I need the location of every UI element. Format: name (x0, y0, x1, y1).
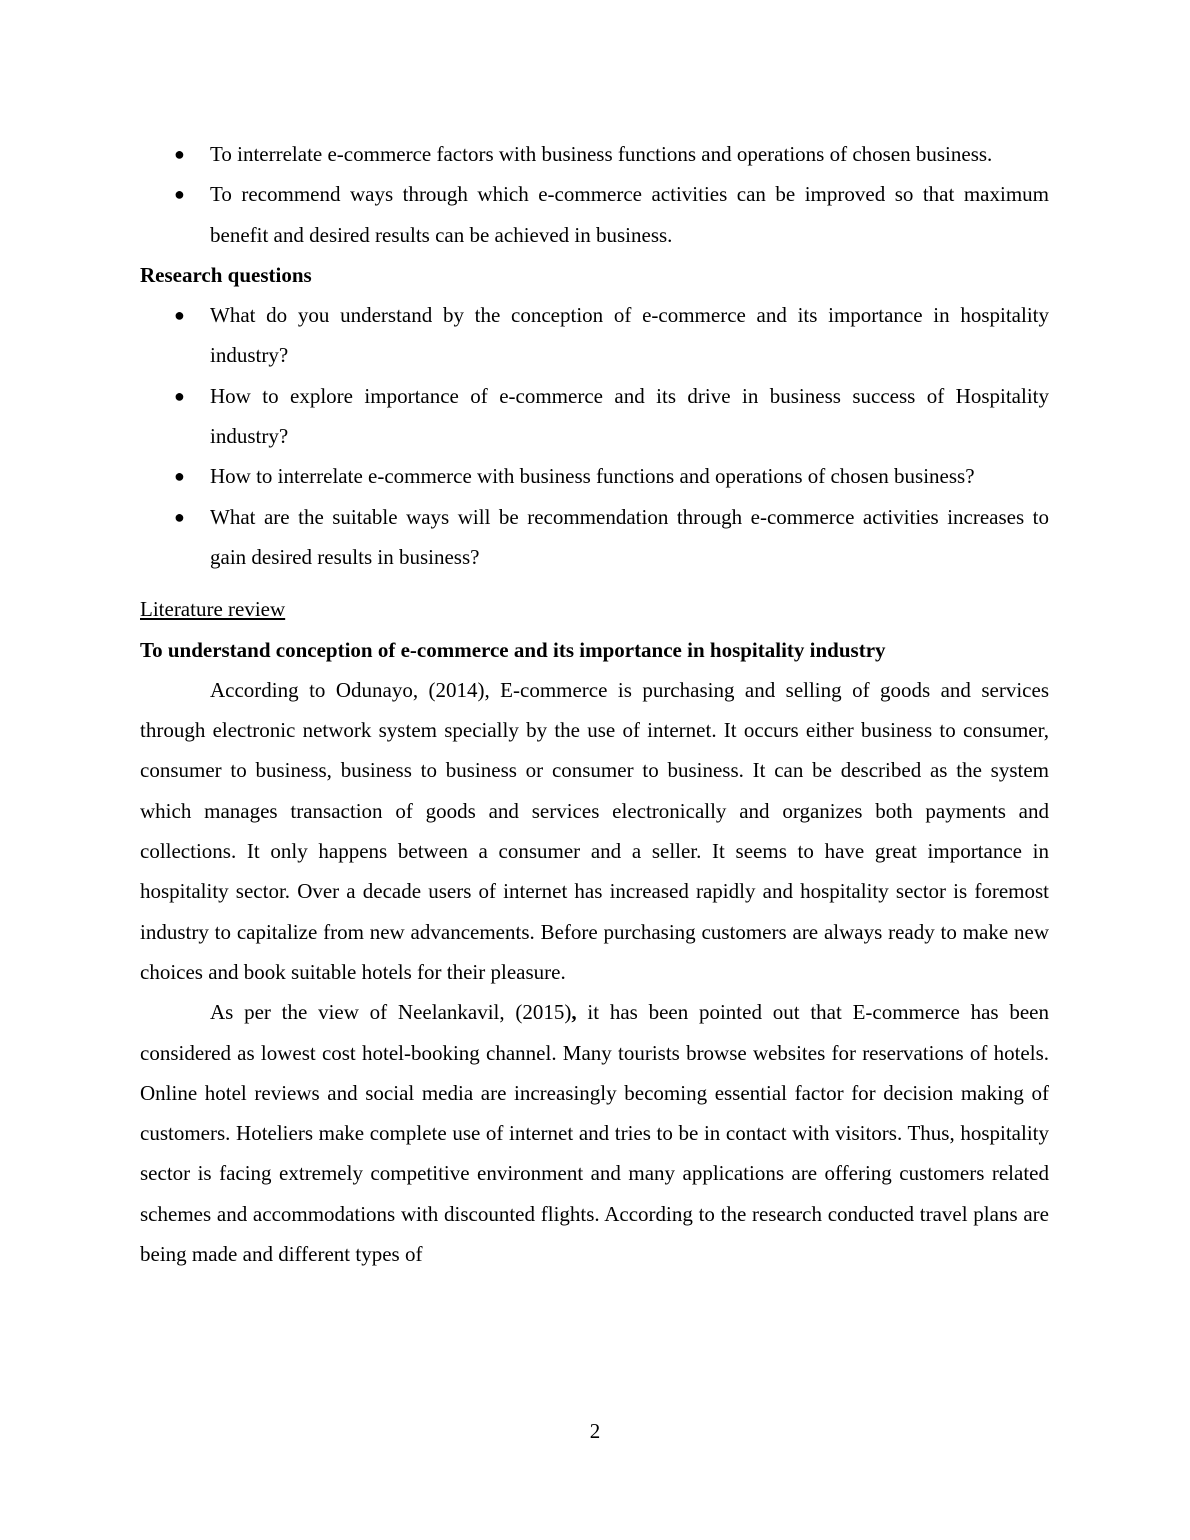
list-item: ● What do you understand by the conception of e-commerce and its importance in hospitality industry? (140, 295, 1049, 376)
list-item: ● To recommend ways through which e-commerce activities can be improved so that maximum benefit and desired results can be achieved in business. (140, 174, 1049, 255)
paragraph: As per the view of Neelankavil, (2015), it has been pointed out that E-commerce has been considered as lowest cost hotel-booking channel. Many tourists browse websites for reservations of hotels. Online hotel reviews and social media are increasingly becoming essential factor for decision making of customers. Hoteliers make complete use of internet and tries to be in contact with visitors. Thus, hospitality sector is facing extremely competitive environment and many applications are offering customers related schemes and accommodations with discounted flights. According to the research conducted travel plans are being made and different types of (140, 1000, 1049, 1267)
list-item: ● How to interrelate e-commerce with business functions and operations of chosen business? (140, 456, 1049, 496)
bullet-icon: ● (174, 144, 185, 164)
research-questions-list (140, 295, 1049, 577)
bullet-icon: ● (174, 506, 185, 527)
bullet-icon: ● (174, 305, 185, 326)
research-questions-heading: Research questions (140, 262, 312, 287)
paragraph: According to Odunayo, (2014), E-commerce is purchasing and selling of goods and services through electronic network system specially by the use of internet. It occurs either business to consumer, consumer to business, business to business or consumer to business. It can be described as the system which manages transaction of goods and services electronically and organizes both payments and collections. It only happens between a consumer and a seller. It seems to have great importance in hospitality sector. Over a decade users of internet has increased rapidly and hospitality sector is foremost industry to capitalize from new advancements. Before purchasing customers are always ready to make new choices and book suitable hotels for their pleasure. (140, 677, 1049, 984)
list-item: ● What are the suitable ways will be recommendation through e-commerce activities increases to gain desired results in business? (140, 497, 1049, 578)
list-item: ● To interrelate e-commerce factors with business functions and operations of chosen business. (140, 134, 1049, 174)
bullet-icon: ● (174, 466, 185, 487)
list-item: ● How to explore importance of e-commerce and its drive in business success of Hospitality industry? (140, 376, 1049, 457)
bullet-icon: ● (174, 385, 185, 406)
section-subheading: To understand conception of e-commerce and its importance in hospitality industry (140, 637, 886, 662)
literature-review-title: Literature review (140, 597, 286, 622)
document-page (140, 134, 1049, 1274)
page-number: 2 (589, 1419, 601, 1443)
bullet-icon: ● (174, 184, 185, 205)
objectives-list (140, 134, 1049, 255)
